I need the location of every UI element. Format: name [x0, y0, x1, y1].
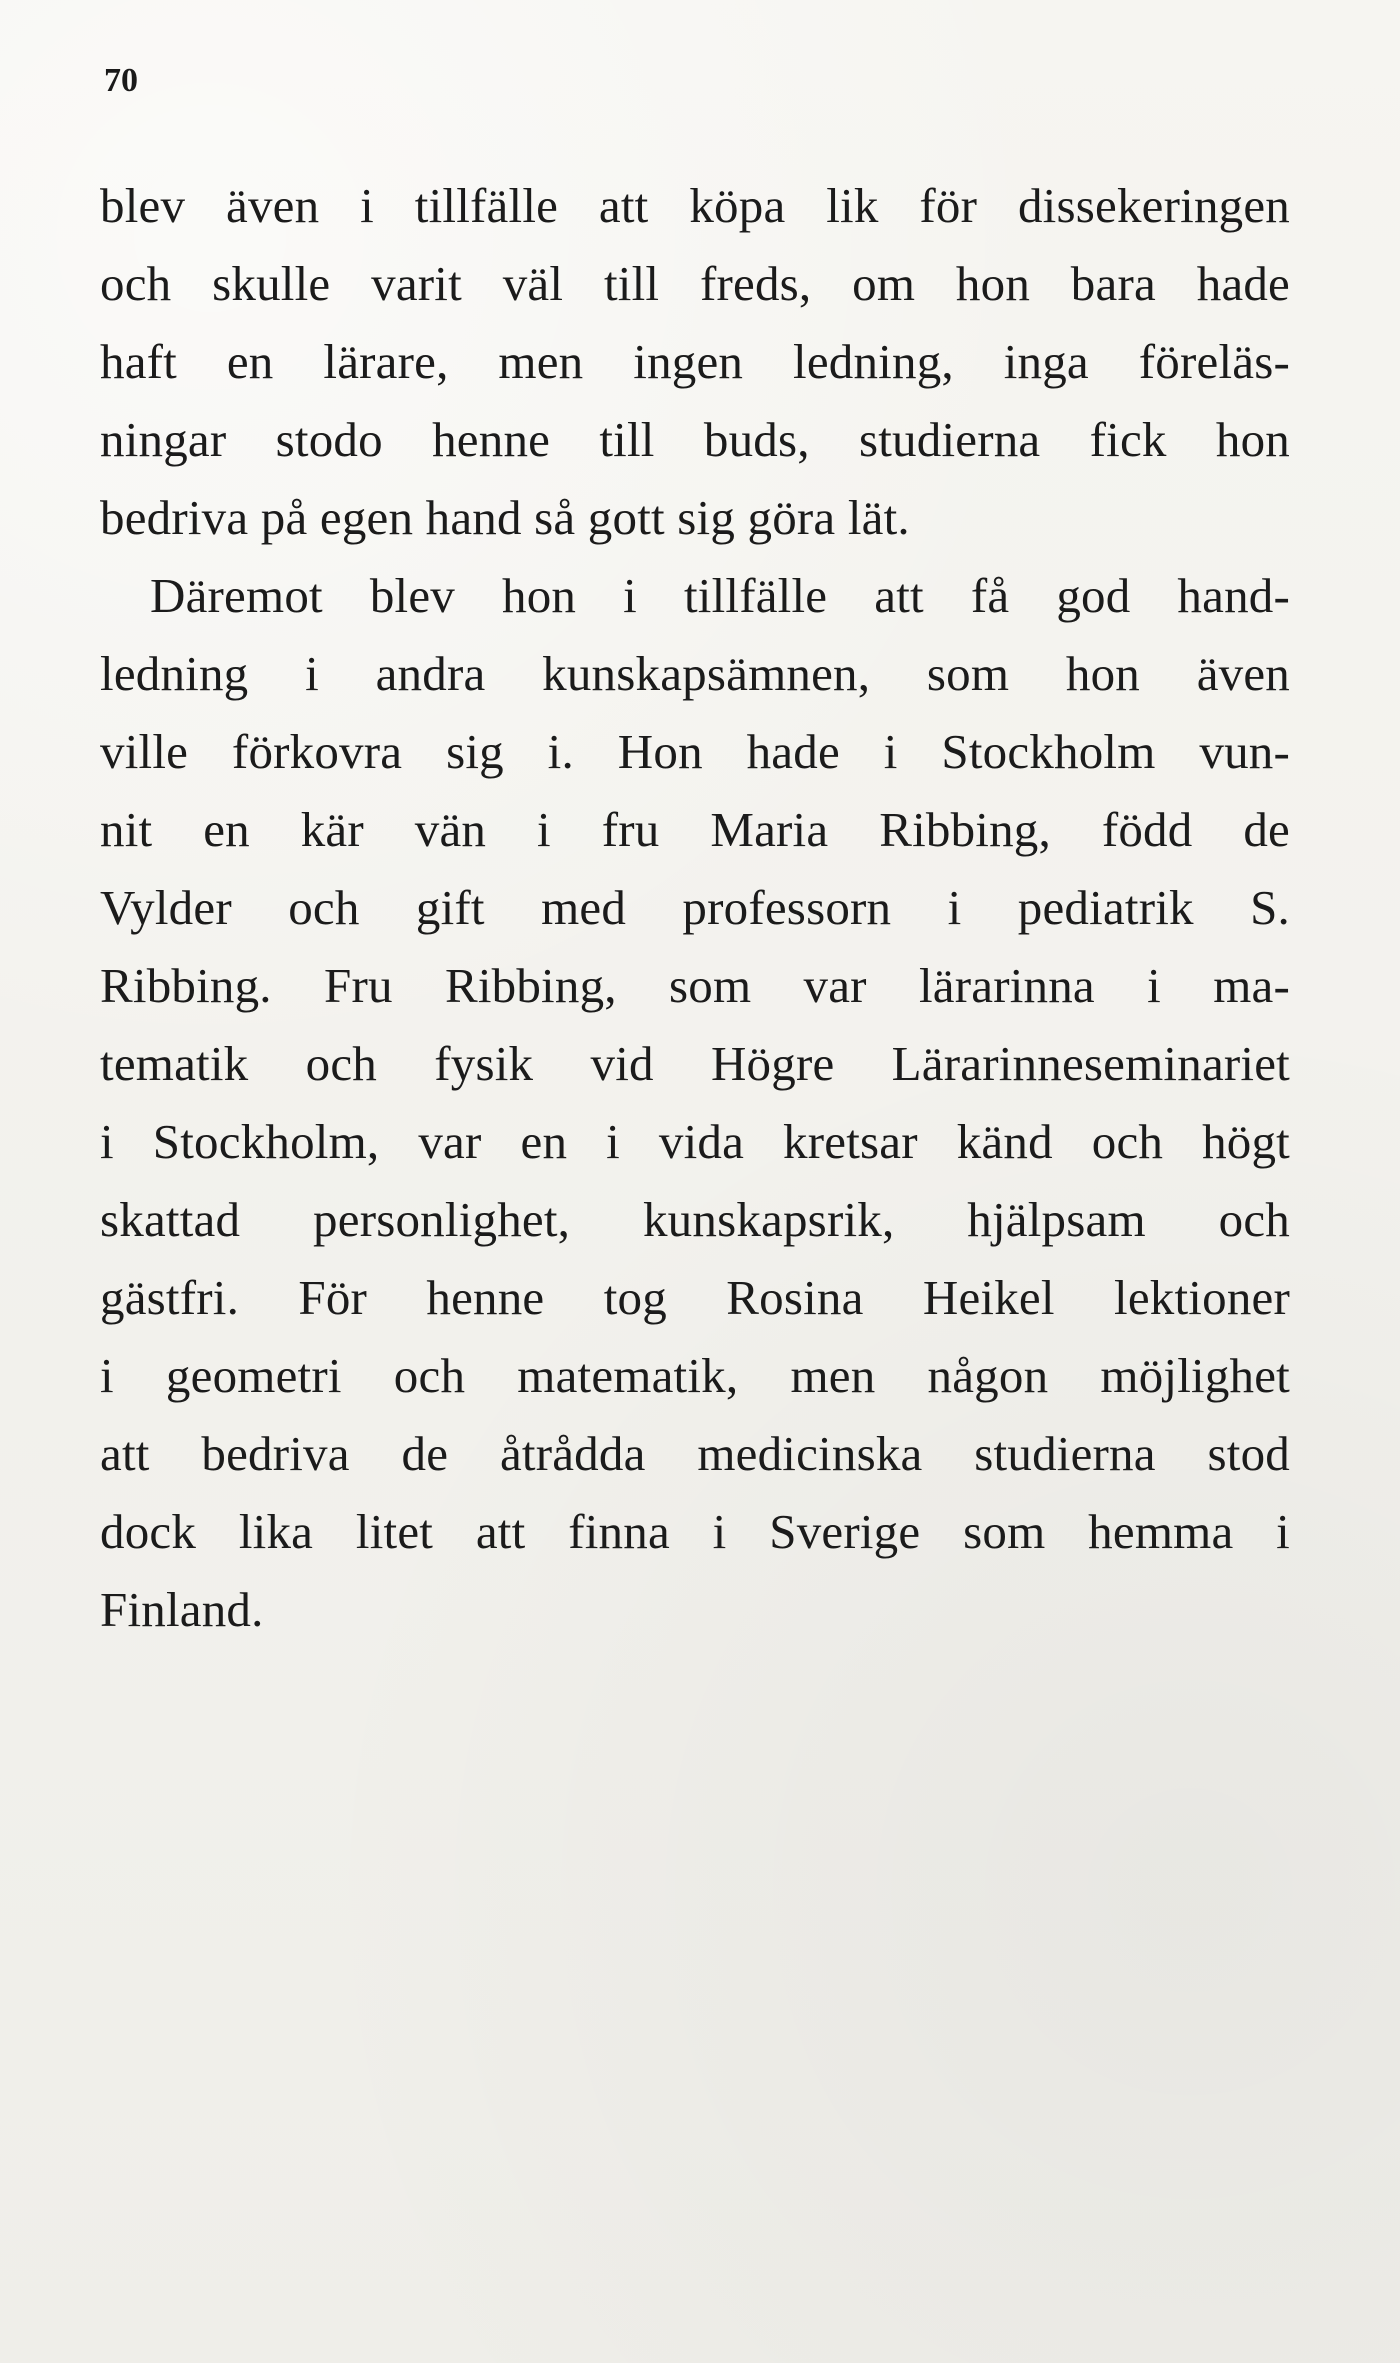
text-line: Finland. [100, 1582, 264, 1637]
text-line: i geometri och matematik, men någon möjlighet [100, 1348, 1290, 1403]
text-line: ville förkovra sig i. Hon hade i Stockholm vun- [100, 724, 1290, 779]
show-through-line [120, 1825, 1270, 1904]
text-line: dock lika litet att finna i Sverige som hemma i [100, 1504, 1290, 1559]
text-line: nit en kär vän i fru Maria Ribbing, född de [100, 802, 1290, 857]
body-text [100, 167, 1290, 1649]
show-through-line [120, 1983, 1270, 2062]
text-line: skattad personlighet, kunskapsrik, hjälpsam och [100, 1192, 1290, 1247]
show-through-line [120, 2141, 1270, 2220]
text-line: Vylder och gift med professorn i pediatrik S. [100, 880, 1290, 935]
page-number: 70 [104, 62, 138, 99]
show-through-line [120, 1904, 1270, 1983]
show-through-line [120, 1667, 1270, 1746]
text-line: gästfri. För henne tog Rosina Heikel lektioner [100, 1270, 1290, 1325]
text-line: Ribbing. Fru Ribbing, som var lärarinna i ma- [100, 958, 1290, 1013]
text-line: ningar stodo henne till buds, studierna fick hon [100, 412, 1290, 467]
text-line: blev även i tillfälle att köpa lik för dissekeringen [100, 178, 1290, 233]
show-through-line [120, 2220, 1270, 2299]
text-line: haft en lärare, men ingen ledning, inga föreläs- [100, 334, 1290, 389]
text-line: Däremot blev hon i tillfälle att få god hand- [150, 568, 1290, 623]
text-line: att bedriva de åtrådda medicinska studierna stod [100, 1426, 1290, 1481]
text-line: tematik och fysik vid Högre Lärarinneseminariet [100, 1036, 1290, 1091]
paper-show-through [120, 1588, 1270, 2299]
show-through-line [120, 1746, 1270, 1825]
text-line: bedriva på egen hand så gott sig göra lät. [100, 490, 910, 545]
text-line: ledning i andra kunskapsämnen, som hon även [100, 646, 1290, 701]
show-through-line [120, 2062, 1270, 2141]
text-line: i Stockholm, var en i vida kretsar känd och högt [100, 1114, 1290, 1169]
text-line: och skulle varit väl till freds, om hon bara hade [100, 256, 1290, 311]
